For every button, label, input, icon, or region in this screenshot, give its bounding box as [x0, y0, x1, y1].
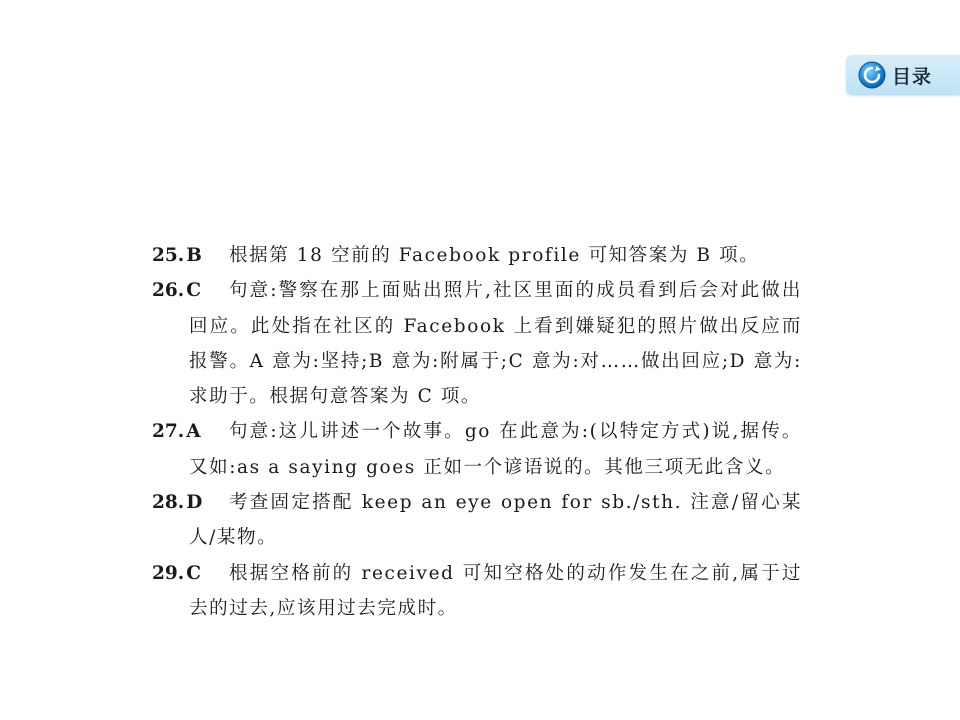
answer-key: D	[186, 492, 203, 514]
answer-number: 25.	[152, 245, 185, 266]
answer-list	[152, 238, 802, 626]
answer-item-26	[152, 273, 802, 414]
answer-number: 28.	[152, 492, 185, 514]
answer-key: C	[186, 562, 201, 584]
answer-head	[152, 556, 201, 591]
answer-number: 29.	[152, 562, 185, 584]
toc-button[interactable]	[846, 55, 960, 95]
answer-key: B	[186, 245, 202, 266]
answer-explanation: 根据第 18 空前的 Facebook profile 可知答案为 B 项。	[229, 245, 760, 266]
answer-explanation: 句意:警察在那上面贴出照片,社区里面的成员看到后会对此做出回应。此处指在社区的 Facebook 上看到嫌疑犯的照片做出反应而报警。A 意为:坚持;B 意为:附属于;C 意为:对……做出回应;D 意为:求助于。根据句意答案为 C 项。	[189, 280, 802, 408]
answer-head	[152, 485, 202, 520]
toc-label: 目录	[892, 65, 933, 88]
answer-number: 26.	[152, 280, 185, 302]
answer-key: A	[186, 421, 201, 443]
answer-item-25	[152, 238, 802, 273]
answer-item-29	[152, 556, 802, 627]
answer-explanation: 根据空格前的 received 可知空格处的动作发生在之前,属于过去的过去,应该用过去完成时。	[189, 562, 802, 619]
answer-key: C	[186, 280, 201, 302]
answer-head	[152, 414, 201, 449]
answer-item-27	[152, 414, 802, 485]
answer-explanation: 句意:这儿讲述一个故事。go 在此意为:(以特定方式)说,据传。又如:as a saying goes 正如一个谚语说的。其他三项无此含义。	[189, 421, 802, 478]
answer-head	[152, 238, 202, 273]
answer-head	[152, 273, 201, 308]
circular-arrow-icon	[858, 61, 886, 89]
answer-explanation: 考查固定搭配 keep an eye open for sb./sth. 注意/留心某人/某物。	[189, 492, 802, 549]
answer-item-28	[152, 485, 802, 556]
answer-number: 27.	[152, 421, 185, 443]
